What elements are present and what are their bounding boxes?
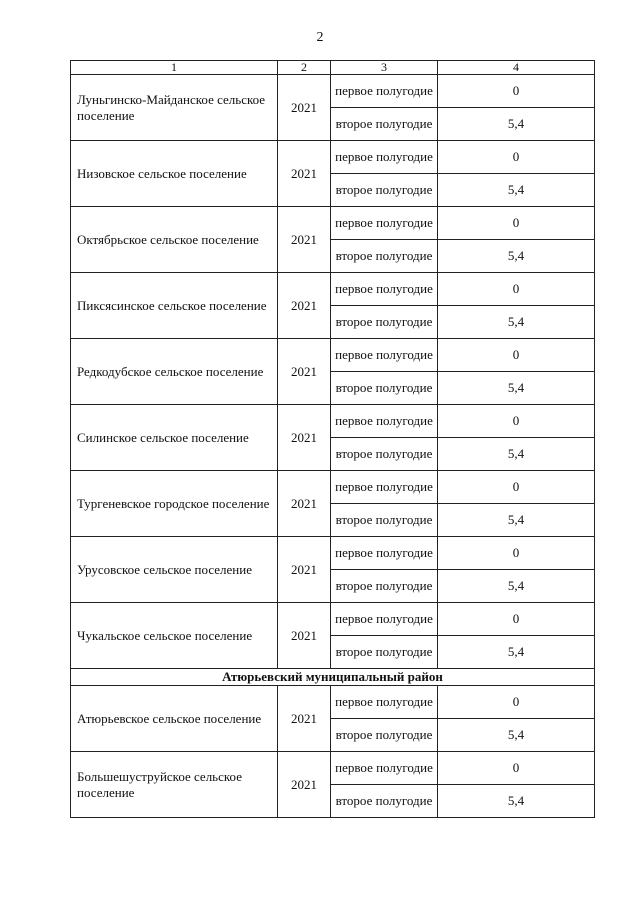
settlement-name: Октябрьское сельское поселение [71,207,278,273]
period-cell: первое полугодие [331,603,438,636]
period-cell: первое полугодие [331,752,438,785]
table-body [71,61,595,818]
period-cell: второе полугодие [331,108,438,141]
year-cell: 2021 [278,405,331,471]
value-cell: 0 [438,471,595,504]
value-cell: 5,4 [438,240,595,273]
value-cell: 5,4 [438,504,595,537]
value-cell: 5,4 [438,174,595,207]
page-number: 2 [316,30,324,45]
settlement-name: Тургеневское городское поселение [71,471,278,537]
period-cell: второе полугодие [331,240,438,273]
value-cell: 0 [438,752,595,785]
header-row [71,61,595,75]
value-cell: 5,4 [438,719,595,752]
settlement-name: Большешуструйское сельское поселение [71,752,278,818]
period-cell: первое полугодие [331,75,438,108]
settlement-name: Урусовское сельское поселение [71,537,278,603]
period-cell: первое полугодие [331,141,438,174]
value-cell: 5,4 [438,785,595,818]
table-row [71,405,595,438]
period-cell: второе полугодие [331,719,438,752]
district-title: Атюрьевский муниципальный район [71,669,595,686]
value-cell: 0 [438,405,595,438]
period-cell: второе полугодие [331,636,438,669]
settlement-name: Атюрьевское сельское поселение [71,686,278,752]
period-cell: второе полугодие [331,306,438,339]
settlement-name: Пиксясинское сельское поселение [71,273,278,339]
header-col-1: 1 [71,61,278,75]
value-cell: 0 [438,339,595,372]
period-cell: первое полугодие [331,471,438,504]
period-cell: первое полугодие [331,537,438,570]
value-cell: 5,4 [438,372,595,405]
period-cell: второе полугодие [331,504,438,537]
value-cell: 0 [438,686,595,719]
period-cell: первое полугодие [331,339,438,372]
period-cell: второе полугодие [331,372,438,405]
period-cell: второе полугодие [331,785,438,818]
value-cell: 5,4 [438,570,595,603]
year-cell: 2021 [278,273,331,339]
table-row [71,471,595,504]
district-row [71,669,595,686]
period-cell: второе полугодие [331,174,438,207]
data-table [70,60,595,818]
value-cell: 5,4 [438,306,595,339]
settlement-name: Силинское сельское поселение [71,405,278,471]
value-cell: 0 [438,273,595,306]
table-row [71,537,595,570]
settlement-name: Луньгинско-Майданское сельское поселение [71,75,278,141]
period-cell: первое полугодие [331,207,438,240]
year-cell: 2021 [278,339,331,405]
year-cell: 2021 [278,603,331,669]
value-cell: 0 [438,537,595,570]
year-cell: 2021 [278,141,331,207]
period-cell: второе полугодие [331,438,438,471]
value-cell: 5,4 [438,438,595,471]
value-cell: 0 [438,207,595,240]
year-cell: 2021 [278,686,331,752]
table-row [71,686,595,719]
table-row [71,75,595,108]
year-cell: 2021 [278,537,331,603]
value-cell: 5,4 [438,636,595,669]
value-cell: 0 [438,75,595,108]
settlement-name: Чукальское сельское поселение [71,603,278,669]
table-row [71,339,595,372]
table-row [71,603,595,636]
value-cell: 0 [438,603,595,636]
header-col-2: 2 [278,61,331,75]
header-col-4: 4 [438,61,595,75]
settlement-name: Редкодубское сельское поселение [71,339,278,405]
year-cell: 2021 [278,207,331,273]
table-row [71,752,595,785]
period-cell: второе полугодие [331,570,438,603]
table-row [71,207,595,240]
value-cell: 0 [438,141,595,174]
table-row [71,273,595,306]
year-cell: 2021 [278,75,331,141]
period-cell: первое полугодие [331,686,438,719]
table-row [71,141,595,174]
period-cell: первое полугодие [331,273,438,306]
header-col-3: 3 [331,61,438,75]
year-cell: 2021 [278,471,331,537]
period-cell: первое полугодие [331,405,438,438]
settlement-name: Низовское сельское поселение [71,141,278,207]
year-cell: 2021 [278,752,331,818]
value-cell: 5,4 [438,108,595,141]
